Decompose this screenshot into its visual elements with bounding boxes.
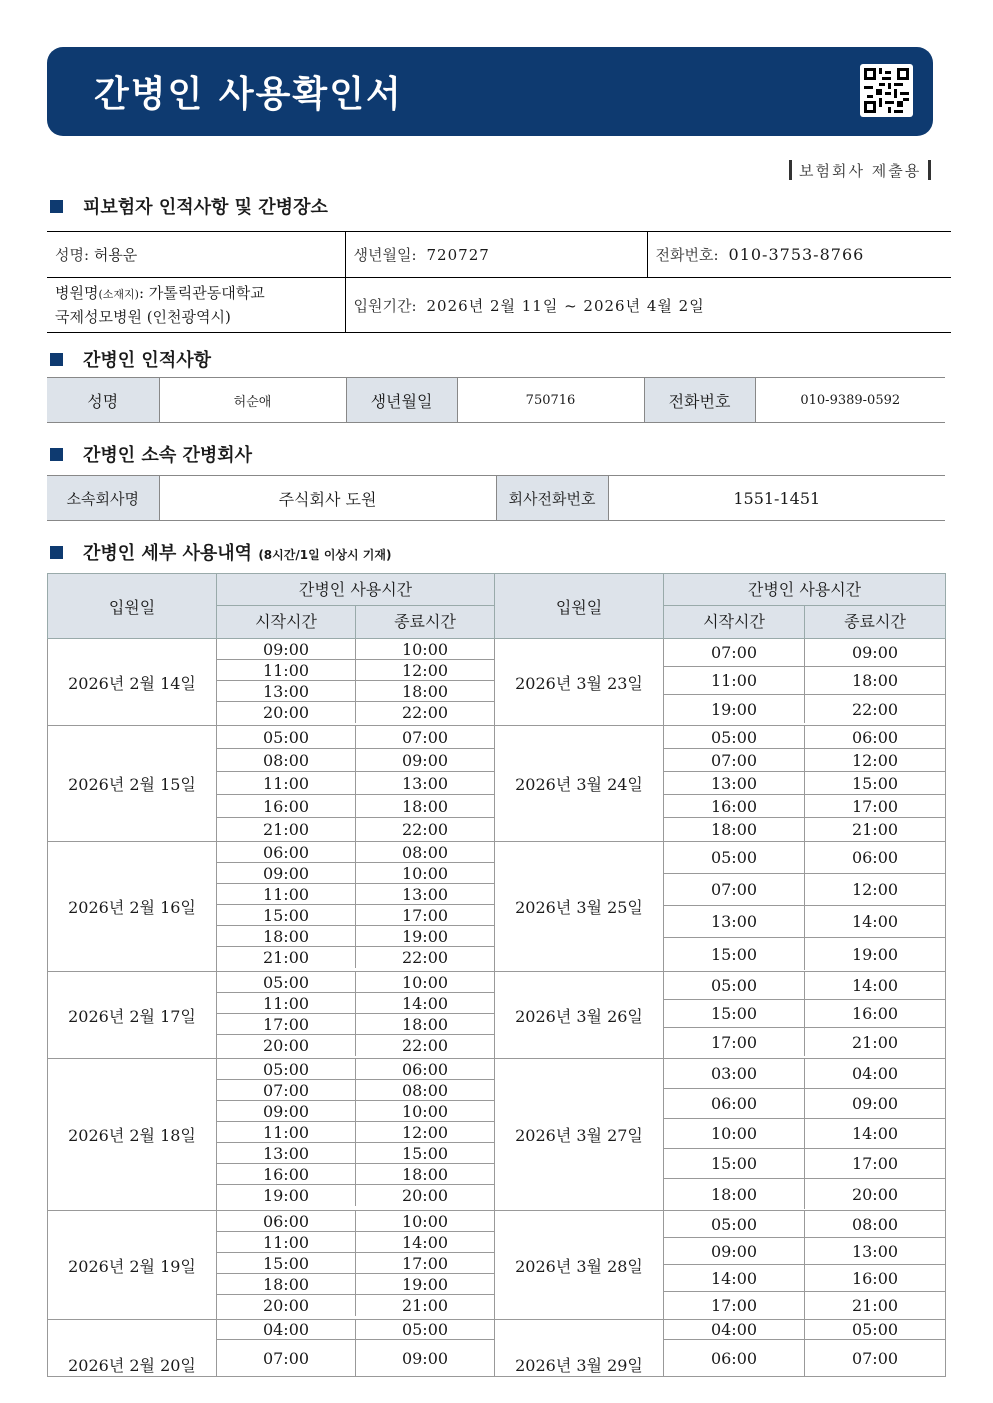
time-slots-left [217, 1059, 495, 1211]
time-start: 09:00 [217, 863, 356, 883]
company-name-label: 소속회사명 [47, 476, 159, 521]
time-end: 22:00 [401, 1036, 449, 1055]
time-end: 22:00 [401, 948, 449, 967]
time-end: 18:00 [401, 796, 449, 816]
time-start: 11:00 [217, 772, 356, 794]
time-slot-row [217, 926, 494, 947]
admission-date-left: 2026년 2월 17일 [48, 972, 217, 1059]
time-slot-row [217, 1035, 494, 1056]
time-end: 16:00 [851, 1004, 899, 1023]
time-end: 14:00 [851, 1124, 899, 1143]
header-start-left: 시작시간 [217, 606, 356, 638]
patient-name-cell [47, 232, 345, 278]
time-start: 07:00 [664, 749, 805, 771]
time-slot-row [664, 795, 945, 818]
time-slot-row [217, 1253, 494, 1274]
time-start: 05:00 [664, 1211, 805, 1237]
header-usage-left [217, 574, 495, 639]
time-start: 10:00 [664, 1119, 805, 1148]
time-end: 14:00 [401, 1232, 449, 1252]
time-end: 12:00 [401, 660, 449, 680]
caregiver-name: 허순애 [159, 378, 346, 423]
time-slot-row [217, 702, 494, 723]
time-start: 15:00 [217, 1253, 356, 1273]
time-end: 20:00 [851, 1184, 899, 1204]
time-end: 15:00 [401, 1143, 449, 1163]
time-end: 07:00 [851, 1348, 899, 1368]
time-slot-row [664, 842, 945, 874]
time-end: 09:00 [401, 750, 449, 770]
time-start: 11:00 [217, 884, 356, 904]
hospital-cell [47, 278, 345, 333]
section-company-title: 간병인 소속 간병회사 [83, 445, 253, 466]
time-start: 07:00 [217, 1080, 356, 1100]
patient-birth-label: 생년월일: [353, 246, 417, 264]
time-slot-row [217, 1232, 494, 1253]
admission-date-left: 2026년 2월 20일 [48, 1320, 217, 1377]
period-cell [345, 278, 951, 333]
time-end: 18:00 [401, 1014, 449, 1034]
time-start: 09:00 [217, 639, 356, 659]
admission-date-right: 2026년 3월 26일 [495, 972, 664, 1059]
time-slot-row [664, 1179, 945, 1209]
time-start: 13:00 [217, 1143, 356, 1163]
usage-day-row [48, 726, 946, 842]
page-title: 간병인 사용확인서 [94, 74, 403, 115]
section-caregiver-title: 간병인 인적사항 [83, 350, 211, 371]
time-start: 15:00 [217, 905, 356, 925]
time-slot-row [217, 1211, 494, 1232]
time-slots-right [664, 972, 946, 1059]
time-slot-row [217, 993, 494, 1014]
time-slot-row [217, 1274, 494, 1295]
admission-date-left: 2026년 2월 15일 [48, 726, 217, 842]
square-bullet-icon [50, 448, 63, 461]
time-slot-row [217, 1014, 494, 1035]
time-end: 13:00 [401, 773, 449, 793]
header-admission-date-left: 입원일 [48, 574, 217, 639]
time-start: 06:00 [664, 1340, 805, 1376]
time-slot-row [217, 947, 494, 968]
time-end: 20:00 [401, 1186, 449, 1205]
time-slot-row [217, 772, 494, 795]
admission-date-right: 2026년 3월 27일 [495, 1059, 664, 1211]
header-end-right: 종료시간 [844, 612, 906, 631]
time-start: 04:00 [217, 1320, 356, 1339]
time-start: 07:00 [217, 1340, 356, 1376]
time-start: 18:00 [217, 926, 356, 946]
patient-birth: 720727 [426, 246, 490, 264]
time-end: 19:00 [851, 944, 899, 964]
time-slot-row [217, 1340, 494, 1376]
time-end: 13:00 [401, 884, 449, 904]
admission-date-right: 2026년 3월 24일 [495, 726, 664, 842]
time-slot-row [217, 1320, 494, 1340]
admission-date-left: 2026년 2월 18일 [48, 1059, 217, 1211]
time-start: 11:00 [217, 993, 356, 1013]
usage-body [48, 639, 946, 1377]
time-end: 22:00 [851, 699, 899, 719]
company-phone-label: 회사전화번호 [496, 476, 608, 521]
time-slot-row [217, 863, 494, 884]
time-slot-row [664, 906, 945, 938]
company-name: 주식회사 도원 [159, 476, 496, 521]
patient-phone-label: 전화번호: [655, 246, 719, 264]
time-slot-row [217, 1164, 494, 1185]
caregiver-name-label: 성명 [47, 378, 159, 423]
time-start: 06:00 [217, 842, 356, 862]
time-slots-right [664, 1211, 946, 1320]
time-slot-row [217, 842, 494, 863]
time-slot-row [664, 874, 945, 906]
admission-date-left: 2026년 2월 19일 [48, 1211, 217, 1320]
header-subcols-left [217, 606, 494, 638]
time-slot-row [217, 1295, 494, 1316]
time-end: 14:00 [851, 976, 899, 995]
usage-day-row [48, 1320, 946, 1377]
time-start: 21:00 [217, 947, 356, 968]
time-slot-row [664, 667, 945, 695]
time-slot-row [664, 1028, 945, 1056]
time-slot-row [664, 818, 945, 841]
time-start: 17:00 [217, 1014, 356, 1034]
time-slot-row [664, 695, 945, 723]
time-end: 06:00 [851, 727, 899, 747]
time-end: 21:00 [401, 1296, 449, 1315]
section-caregiver-heading [50, 346, 211, 372]
time-start: 16:00 [664, 795, 805, 817]
patient-name-label: 성명: [55, 246, 90, 264]
time-slot-row [217, 639, 494, 660]
usage-table [47, 573, 946, 1377]
time-start: 09:00 [217, 1101, 356, 1121]
usage-day-row [48, 972, 946, 1059]
time-start: 04:00 [664, 1320, 805, 1339]
time-slot-row [664, 726, 945, 749]
company-table [47, 475, 945, 521]
admission-date-right: 2026년 3월 29일 [495, 1320, 664, 1377]
time-slot-row [664, 772, 945, 795]
time-end: 08:00 [401, 842, 449, 862]
time-end: 09:00 [851, 1094, 899, 1113]
header-subcols-right [664, 606, 945, 638]
hospital-sub-label: (소재지) [98, 288, 139, 301]
square-bullet-icon [50, 546, 63, 559]
time-start: 18:00 [217, 1274, 356, 1294]
time-slot-row [217, 749, 494, 772]
time-end: 05:00 [851, 1320, 899, 1339]
time-start: 03:00 [664, 1059, 805, 1088]
caregiver-birth: 750716 [457, 378, 644, 423]
caregiver-phone-label: 전화번호 [644, 378, 755, 423]
time-end: 10:00 [401, 1101, 449, 1121]
time-end: 22:00 [401, 703, 449, 722]
time-end: 06:00 [851, 848, 899, 867]
time-slots-right [664, 639, 946, 726]
patient-table [47, 231, 951, 333]
admission-date-left: 2026년 2월 16일 [48, 842, 217, 972]
time-start: 05:00 [664, 842, 805, 873]
hospital-colon: : [138, 284, 145, 302]
time-slot-row [664, 1089, 945, 1119]
time-end: 10:00 [401, 863, 449, 883]
time-slot-row [217, 681, 494, 702]
time-end: 15:00 [851, 773, 899, 793]
time-slots-left [217, 726, 495, 842]
time-slot-row [664, 1320, 945, 1340]
time-slots-left [217, 1320, 495, 1377]
time-end: 18:00 [851, 671, 899, 690]
time-end: 06:00 [401, 1059, 449, 1079]
header-end-left: 종료시간 [394, 612, 456, 631]
submit-label [789, 160, 931, 181]
header-usage-right [664, 574, 946, 639]
time-start: 15:00 [664, 1149, 805, 1178]
time-start: 20:00 [217, 1035, 356, 1056]
time-slots-right [664, 842, 946, 972]
time-start: 05:00 [664, 726, 805, 748]
bracket-right [928, 160, 931, 180]
time-start: 15:00 [664, 938, 805, 970]
time-slot-row [664, 938, 945, 970]
time-slot-row [217, 660, 494, 681]
time-end: 21:00 [851, 820, 899, 839]
time-slots-right [664, 1059, 946, 1211]
admission-date-right: 2026년 3월 28일 [495, 1211, 664, 1320]
time-start: 14:00 [664, 1265, 805, 1291]
patient-birth-cell [345, 232, 647, 278]
time-slots-left [217, 639, 495, 726]
time-slots-left [217, 842, 495, 972]
time-slot-row [217, 818, 494, 841]
time-end: 12:00 [851, 880, 899, 899]
time-end: 14:00 [851, 912, 899, 931]
time-start: 19:00 [664, 695, 805, 723]
usage-day-row [48, 1211, 946, 1320]
time-start: 16:00 [217, 795, 356, 817]
section-details-note: (8시간/1일 이상시 기재) [258, 548, 392, 562]
admission-date-left: 2026년 2월 14일 [48, 639, 217, 726]
hospital-name-line2: 국제성모병원 (인천광역시) [55, 308, 231, 326]
time-end: 14:00 [401, 993, 449, 1013]
time-slot-row [664, 1238, 945, 1265]
time-start: 18:00 [664, 1179, 805, 1209]
qr-code-icon [860, 64, 913, 117]
time-slot-row [217, 1059, 494, 1080]
hospital-label: 병원명 [55, 284, 99, 302]
time-slot-row [217, 795, 494, 818]
time-start: 13:00 [664, 906, 805, 937]
time-slot-row [664, 1211, 945, 1238]
time-end: 05:00 [401, 1320, 449, 1339]
time-end: 10:00 [401, 1211, 449, 1231]
time-slot-row [217, 726, 494, 749]
section-details-title: 간병인 세부 사용내역 [83, 543, 253, 564]
company-phone: 1551-1451 [733, 488, 821, 508]
period-label: 입원기간: [353, 296, 417, 315]
time-end: 18:00 [401, 681, 449, 701]
time-slots-left [217, 1211, 495, 1320]
time-end: 04:00 [851, 1064, 899, 1083]
title-banner [47, 47, 933, 136]
header-start-right: 시작시간 [664, 606, 805, 638]
time-slot-row [664, 1119, 945, 1149]
time-slots-right [664, 1320, 946, 1377]
time-end: 17:00 [851, 1154, 899, 1173]
time-slot-row [664, 639, 945, 667]
section-patient-heading [50, 193, 328, 219]
time-start: 20:00 [217, 702, 356, 723]
time-end: 17:00 [851, 796, 899, 816]
usage-day-row [48, 1059, 946, 1211]
usage-day-row [48, 639, 946, 726]
time-start: 11:00 [217, 1122, 356, 1142]
time-end: 17:00 [401, 1253, 449, 1273]
time-start: 13:00 [664, 772, 805, 794]
square-bullet-icon [50, 353, 63, 366]
time-slot-row [217, 1143, 494, 1164]
time-start: 08:00 [217, 749, 356, 771]
time-slot-row [664, 1059, 945, 1089]
hospital-name-line1: 가톨릭관동대학교 [148, 284, 265, 302]
admission-period: 2026년 2월 11일 ~ 2026년 4월 2일 [426, 296, 705, 315]
time-slot-row [664, 1292, 945, 1319]
bracket-left [789, 160, 792, 180]
time-start: 06:00 [217, 1211, 356, 1231]
time-end: 08:00 [851, 1214, 899, 1234]
time-end: 09:00 [401, 1348, 449, 1368]
time-start: 11:00 [664, 667, 805, 694]
time-end: 08:00 [401, 1080, 449, 1100]
header-admission-date-right: 입원일 [495, 574, 664, 639]
time-start: 19:00 [217, 1185, 356, 1206]
time-end: 12:00 [851, 750, 899, 770]
time-start: 15:00 [664, 1000, 805, 1027]
time-start: 05:00 [217, 972, 356, 992]
time-slot-row [217, 1101, 494, 1122]
time-start: 07:00 [664, 639, 805, 666]
admission-date-right: 2026년 3월 23일 [495, 639, 664, 726]
time-start: 05:00 [217, 726, 356, 748]
time-end: 13:00 [851, 1241, 899, 1261]
time-slot-row [664, 749, 945, 772]
time-slot-row [217, 1122, 494, 1143]
time-slot-row [217, 1080, 494, 1101]
time-end: 10:00 [401, 972, 449, 992]
time-start: 07:00 [664, 874, 805, 905]
time-start: 20:00 [217, 1295, 356, 1316]
time-slots-right [664, 726, 946, 842]
time-start: 18:00 [664, 818, 805, 841]
time-slot-row [664, 1149, 945, 1179]
time-slot-row [664, 972, 945, 1000]
patient-phone: 010-3753-8766 [728, 245, 865, 264]
time-slot-row [664, 1265, 945, 1292]
caregiver-phone: 010-9389-0592 [800, 392, 901, 408]
time-slots-left [217, 972, 495, 1059]
section-details-heading [50, 539, 391, 565]
time-start: 11:00 [217, 1232, 356, 1252]
caregiver-table [47, 377, 945, 423]
time-end: 22:00 [401, 820, 449, 839]
usage-day-row [48, 842, 946, 972]
time-slot-row [664, 1000, 945, 1028]
time-end: 19:00 [401, 1274, 449, 1294]
time-start: 06:00 [664, 1089, 805, 1118]
patient-name: 허용운 [93, 246, 138, 264]
time-start: 21:00 [217, 818, 356, 841]
time-start: 11:00 [217, 660, 356, 680]
time-end: 18:00 [401, 1164, 449, 1184]
time-end: 16:00 [851, 1268, 899, 1288]
time-slot-row [217, 884, 494, 905]
time-end: 10:00 [401, 639, 449, 659]
time-start: 17:00 [664, 1292, 805, 1319]
time-end: 21:00 [851, 1296, 899, 1315]
time-end: 19:00 [401, 926, 449, 946]
time-slot-row [217, 1185, 494, 1206]
time-start: 09:00 [664, 1238, 805, 1264]
time-end: 17:00 [401, 905, 449, 925]
square-bullet-icon [50, 200, 63, 213]
time-end: 07:00 [401, 727, 449, 747]
caregiver-birth-label: 생년월일 [346, 378, 457, 423]
time-start: 05:00 [664, 972, 805, 999]
time-slot-row [217, 905, 494, 926]
header-usage-label-right: 간병인 사용시간 [664, 574, 945, 606]
time-start: 13:00 [217, 681, 356, 701]
time-start: 17:00 [664, 1028, 805, 1056]
time-slot-row [217, 972, 494, 993]
time-end: 21:00 [851, 1032, 899, 1052]
section-company-heading [50, 441, 252, 467]
admission-date-right: 2026년 3월 25일 [495, 842, 664, 972]
submit-label-text: 보험회사 제출용 [799, 162, 922, 180]
patient-phone-cell [647, 232, 951, 278]
header-usage-label-left: 간병인 사용시간 [217, 574, 494, 606]
time-end: 09:00 [851, 643, 899, 662]
time-end: 12:00 [401, 1122, 449, 1142]
time-slot-row [664, 1340, 945, 1376]
time-start: 16:00 [217, 1164, 356, 1184]
time-start: 05:00 [217, 1059, 356, 1079]
section-patient-title: 피보험자 인적사항 및 간병장소 [83, 197, 328, 218]
